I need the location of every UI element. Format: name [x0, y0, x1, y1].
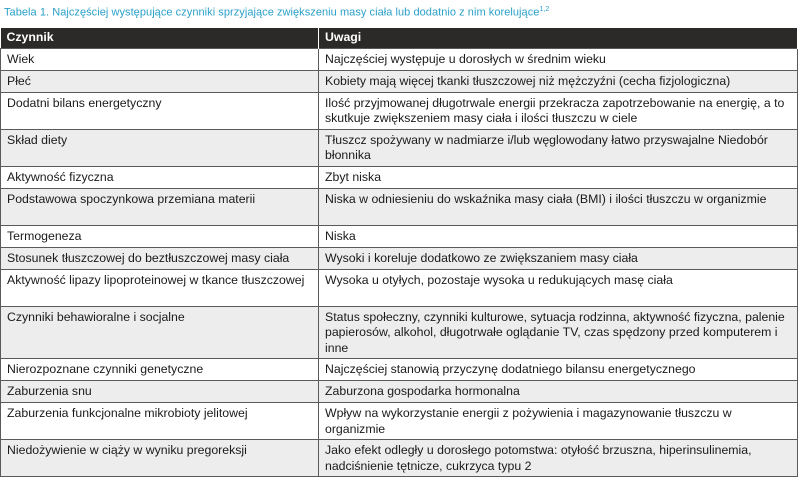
- table-header-row: [1, 28, 798, 48]
- factor-cell: Aktywność lipazy lipoproteinowej w tkance tłuszczowej: [1, 269, 319, 306]
- table-row: [1, 269, 798, 306]
- factor-cell: Termogeneza: [1, 225, 319, 247]
- caption-text: Tabela 1. Najczęściej występujące czynniki sprzyjające zwiększeniu masy ciała lub dodatnio z nim korelujące: [4, 6, 540, 19]
- remarks-cell: Wysoka u otyłych, pozostaje wysoka u redukujących masę ciała: [319, 269, 798, 306]
- remarks-cell: Tłuszcz spożywany w nadmiarze i/lub węglowodany łatwo przyswajalne Niedobór błonnika: [319, 129, 798, 166]
- factor-cell: Czynniki behawioralne i socjalne: [1, 306, 319, 359]
- table-row: [1, 440, 798, 477]
- remarks-cell: Jako efekt odległy u dorosłego potomstwa: otyłość brzuszna, hiperinsulinemia, nadciśnienie tętnicze, cukrzyca typu 2: [319, 440, 798, 477]
- table-row: [1, 48, 798, 70]
- factor-cell: Podstawowa spoczynkowa przemiana materii: [1, 188, 319, 225]
- remarks-cell: Ilość przyjmowanej długotrwale energii przekracza zapotrzebowanie na energię, a to skutkuje zwiększeniem masy ciała i ilości tłuszczu w ciele: [319, 92, 798, 129]
- factor-cell: Stosunek tłuszczowej do beztłuszczowej masy ciała: [1, 247, 319, 269]
- remarks-cell: Wpływ na wykorzystanie energii z pożywienia i magazynowanie tłuszczu w organizmie: [319, 403, 798, 440]
- caption-reference: 1,2: [539, 6, 550, 13]
- table-row: [1, 381, 798, 403]
- factor-cell: Aktywność fizyczna: [1, 166, 319, 188]
- table-row: [1, 359, 798, 381]
- remarks-cell: Niska: [319, 225, 798, 247]
- table-row: [1, 247, 798, 269]
- factor-cell: Płeć: [1, 70, 319, 92]
- factor-cell: Skład diety: [1, 129, 319, 166]
- factor-cell: Niedożywienie w ciąży w wyniku pregoreksji: [1, 440, 319, 477]
- table-row: [1, 70, 798, 92]
- remarks-cell: Najczęściej występuje u dorosłych w średnim wieku: [319, 48, 798, 70]
- remarks-cell: Kobiety mają więcej tkanki tłuszczowej niż mężczyźni (cecha fizjologiczna): [319, 70, 798, 92]
- table-row: [1, 166, 798, 188]
- table-row: [1, 188, 798, 225]
- risk-factors-table: [0, 28, 798, 477]
- header-czynnik: Czynnik: [1, 28, 319, 48]
- remarks-cell: Najczęściej stanowią przyczynę dodatniego bilansu energetycznego: [319, 359, 798, 381]
- remarks-cell: Status społeczny, czynniki kulturowe, sytuacja rodzinna, aktywność fizyczna, palenie papierosów, alkohol, długotrwałe oglądanie TV, czas spędzony przed komputerem i inne: [319, 306, 798, 359]
- factor-cell: Dodatni bilans energetyczny: [1, 92, 319, 129]
- table-row: [1, 92, 798, 129]
- header-uwagi: Uwagi: [319, 28, 798, 48]
- remarks-cell: Zaburzona gospodarka hormonalna: [319, 381, 798, 403]
- table-caption: [0, 0, 800, 28]
- remarks-cell: Zbyt niska: [319, 166, 798, 188]
- remarks-cell: Niska w odniesieniu do wskaźnika masy ciała (BMI) i ilości tłuszczu w organizmie: [319, 188, 798, 225]
- factor-cell: Zaburzenia snu: [1, 381, 319, 403]
- remarks-cell: Wysoki i koreluje dodatkowo ze zwiększaniem masy ciała: [319, 247, 798, 269]
- table-row: [1, 129, 798, 166]
- factor-cell: Wiek: [1, 48, 319, 70]
- factor-cell: Nierozpoznane czynniki genetyczne: [1, 359, 319, 381]
- table-row: [1, 403, 798, 440]
- factor-cell: Zaburzenia funkcjonalne mikrobioty jelitowej: [1, 403, 319, 440]
- table-row: [1, 306, 798, 359]
- table-row: [1, 225, 798, 247]
